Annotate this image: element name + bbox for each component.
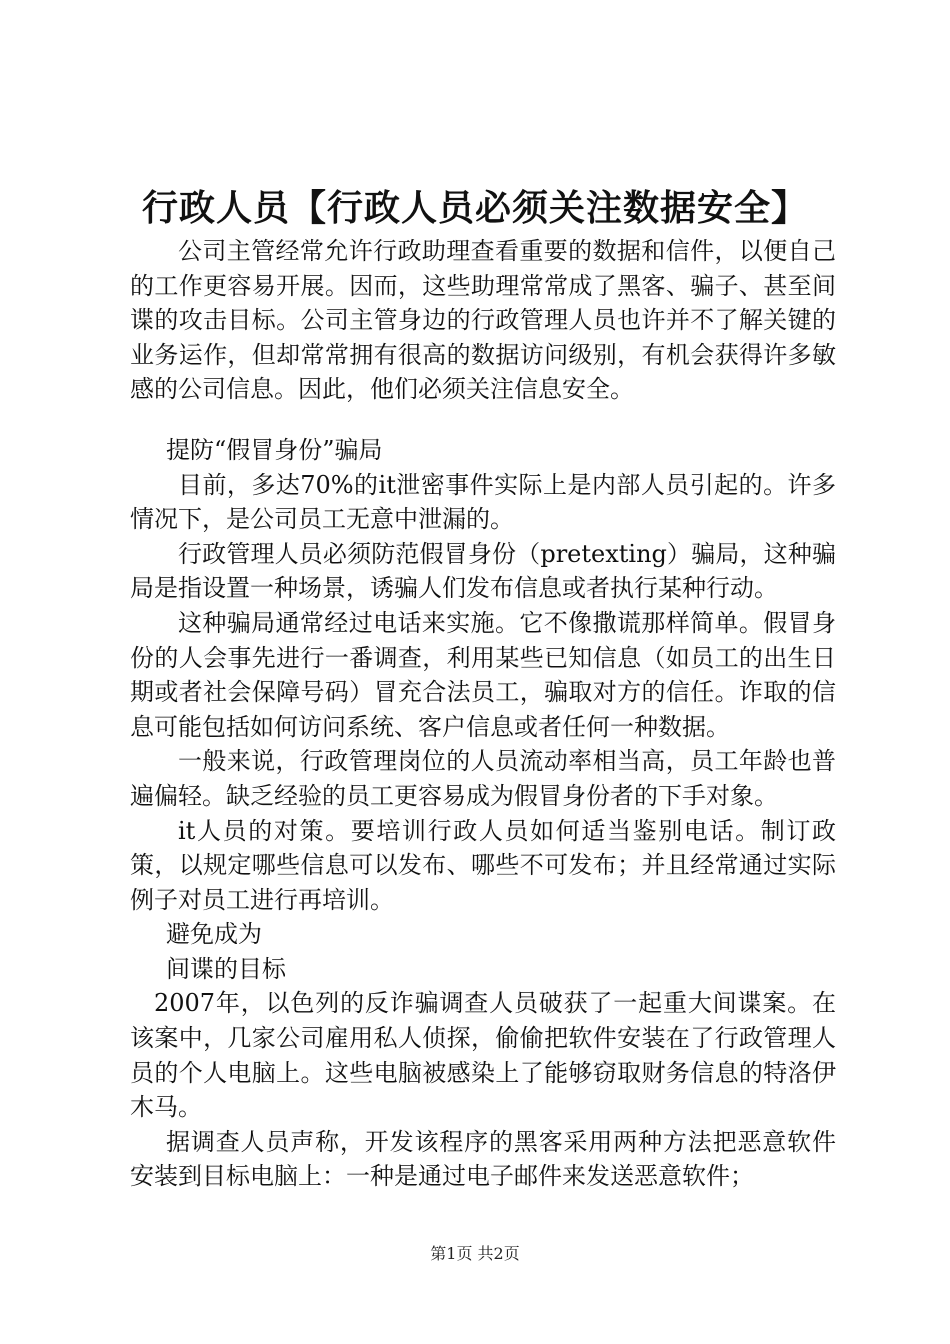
document-title: 行政人员【行政人员必须关注数据安全】 <box>141 187 808 229</box>
page-number-footer: 第1页 共2页 <box>430 1244 520 1263</box>
document-body <box>130 234 836 1194</box>
section-heading-spy-line1: 避免成为 <box>166 920 262 949</box>
section-heading-spy-line2: 间谍的目标 <box>166 954 286 983</box>
paragraph-intro: 公司主管经常允许行政助理查看重要的数据和信件，以便自己的工作更容易开展。因而，这些助理常常成了黑客、骗子、甚至间谍的攻击目标。公司主管身边的行政管理人员也许并不了解关键的业务运作，但却常常拥有很高的数据访问级别，有机会获得许多敏感的公司信息。因此，他们必须关注信息安全。 <box>130 237 836 404</box>
paragraph: 这种骗局通常经过电话来实施。它不像撒谎那样简单。假冒身份的人会事先进行一番调查，利用某些已知信息（如员工的出生日期或者社会保障号码）冒充合法员工，骗取对方的信任。诈取的信息可能包括如何访问系统、客户信息或者任何一种数据。 <box>130 608 836 741</box>
paragraph: 行政管理人员必须防范假冒身份（pretexting）骗局，这种骗局是指设置一种场景，诱骗人们发布信息或者执行某种行动。 <box>130 539 836 603</box>
paragraph: 2007年，以色列的反诈骗调查人员破获了一起重大间谍案。在该案中，几家公司雇用私人侦探，偷偷把软件安装在了行政管理人员的个人电脑上。这些电脑被感染上了能够窃取财务信息的特洛伊木马。 <box>130 989 836 1122</box>
paragraph: 目前，多达70%的it泄密事件实际上是内部人员引起的。许多情况下，是公司员工无意中泄漏的。 <box>130 470 836 534</box>
paragraph: 据调查人员声称，开发该程序的黑客采用两种方法把恶意软件安装到目标电脑上：一种是通过电子邮件来发送恶意软件； <box>130 1127 836 1191</box>
section-heading-pretexting: 提防“假冒身份”骗局 <box>166 435 383 464</box>
paragraph: it人员的对策。要培训行政人员如何适当鉴别电话。制订政策，以规定哪些信息可以发布、哪些不可发布；并且经常通过实际例子对员工进行再培训。 <box>130 816 836 914</box>
paragraph: 一般来说，行政管理岗位的人员流动率相当高，员工年龄也普遍偏轻。缺乏经验的员工更容易成为假冒身份者的下手对象。 <box>130 747 836 810</box>
